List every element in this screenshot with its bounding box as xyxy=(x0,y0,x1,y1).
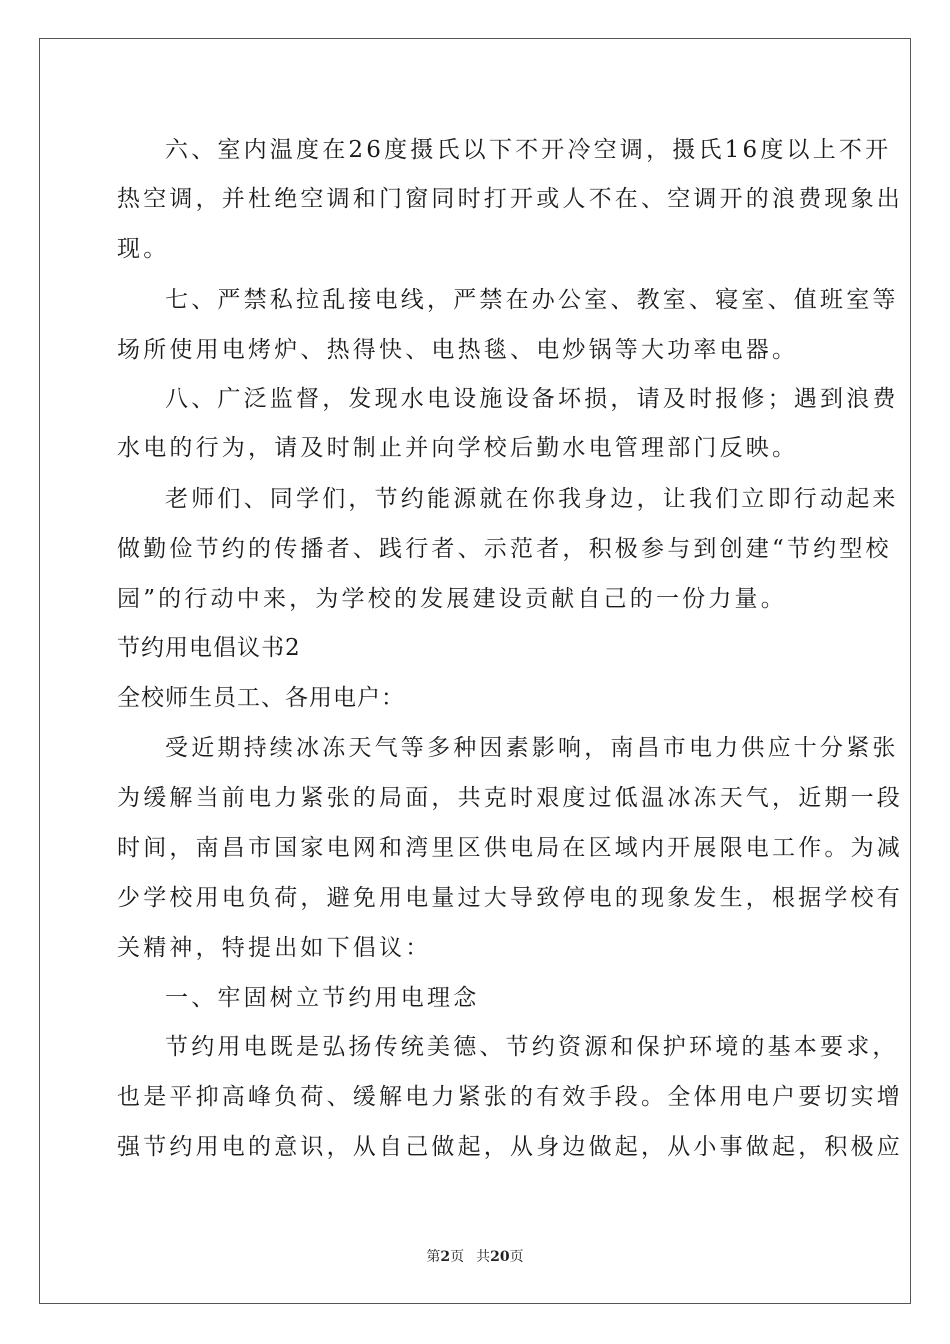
text-line: 受近期持续冰冻天气等多种因素影响，南昌市电力供应十分紧张 xyxy=(165,735,899,761)
text-line: 为缓解当前电力紧张的局面，共克时艰度过低温冰冻天气，近期一段 xyxy=(117,785,903,811)
text-line: 热空调，并杜绝空调和门窗同时打开或人不在、空调开的浪费现象出 xyxy=(117,186,903,212)
text-line: 时间，南昌市国家电网和湾里区供电局在区域内开展限电工作。为减 xyxy=(117,835,903,861)
text-line: 场所使用电烤炉、热得快、电热毯、电炒锅等大功率电器。 xyxy=(117,337,799,363)
page-footer xyxy=(0,1246,950,1266)
text-line: 也是平抑高峰负荷、缓解电力紧张的有效手段。全体用电户要切实增 xyxy=(117,1084,903,1110)
text-line: 七、严禁私拉乱接电线，严禁在办公室、教室、寝室、值班室等 xyxy=(165,287,899,313)
footer-page-unit: 页 xyxy=(450,1249,465,1265)
salutation: 全校师生员工、各用电户： xyxy=(117,685,405,711)
section-heading: 节约用电倡议书2 xyxy=(117,635,301,661)
footer-total-pages: 20 xyxy=(490,1249,510,1265)
subheading: 一、牢固树立节约用电理念 xyxy=(165,985,480,1011)
text-line: 节约用电既是弘扬传统美德、节约资源和保护环境的基本要求， xyxy=(165,1034,899,1060)
text-line: 少学校用电负荷，避免用电量过大导致停电的现象发生，根据学校有 xyxy=(117,885,903,911)
text-line: 六、室内温度在26度摄氏以下不开冷空调，摄氏16度以上不开 xyxy=(165,137,892,163)
page-frame xyxy=(39,38,911,1304)
text-line: 水电的行为，请及时制止并向学校后勤水电管理部门反映。 xyxy=(117,435,799,461)
text-line: 关精神，特提出如下倡议： xyxy=(117,935,432,961)
text-line: 强节约用电的意识，从自己做起，从身边做起，从小事做起，积极应 xyxy=(117,1134,903,1160)
footer-total-prefix: 共 xyxy=(476,1249,491,1265)
text-line: 老师们、同学们，节约能源就在你我身边，让我们立即行动起来 xyxy=(165,486,899,512)
text-line: 园”的行动中来，为学校的发展建设贡献自己的一份力量。 xyxy=(117,586,787,612)
footer-total-unit: 页 xyxy=(509,1249,524,1265)
text-line: 做勤俭节约的传播者、践行者、示范者，积极参与到创建“节约型校 xyxy=(117,536,892,562)
footer-prefix: 第 xyxy=(426,1249,441,1265)
footer-page-number: 2 xyxy=(440,1249,451,1265)
text-line: 现。 xyxy=(117,236,170,262)
text-line: 八、广泛监督，发现水电设施设备坏损，请及时报修；遇到浪费 xyxy=(165,386,899,412)
